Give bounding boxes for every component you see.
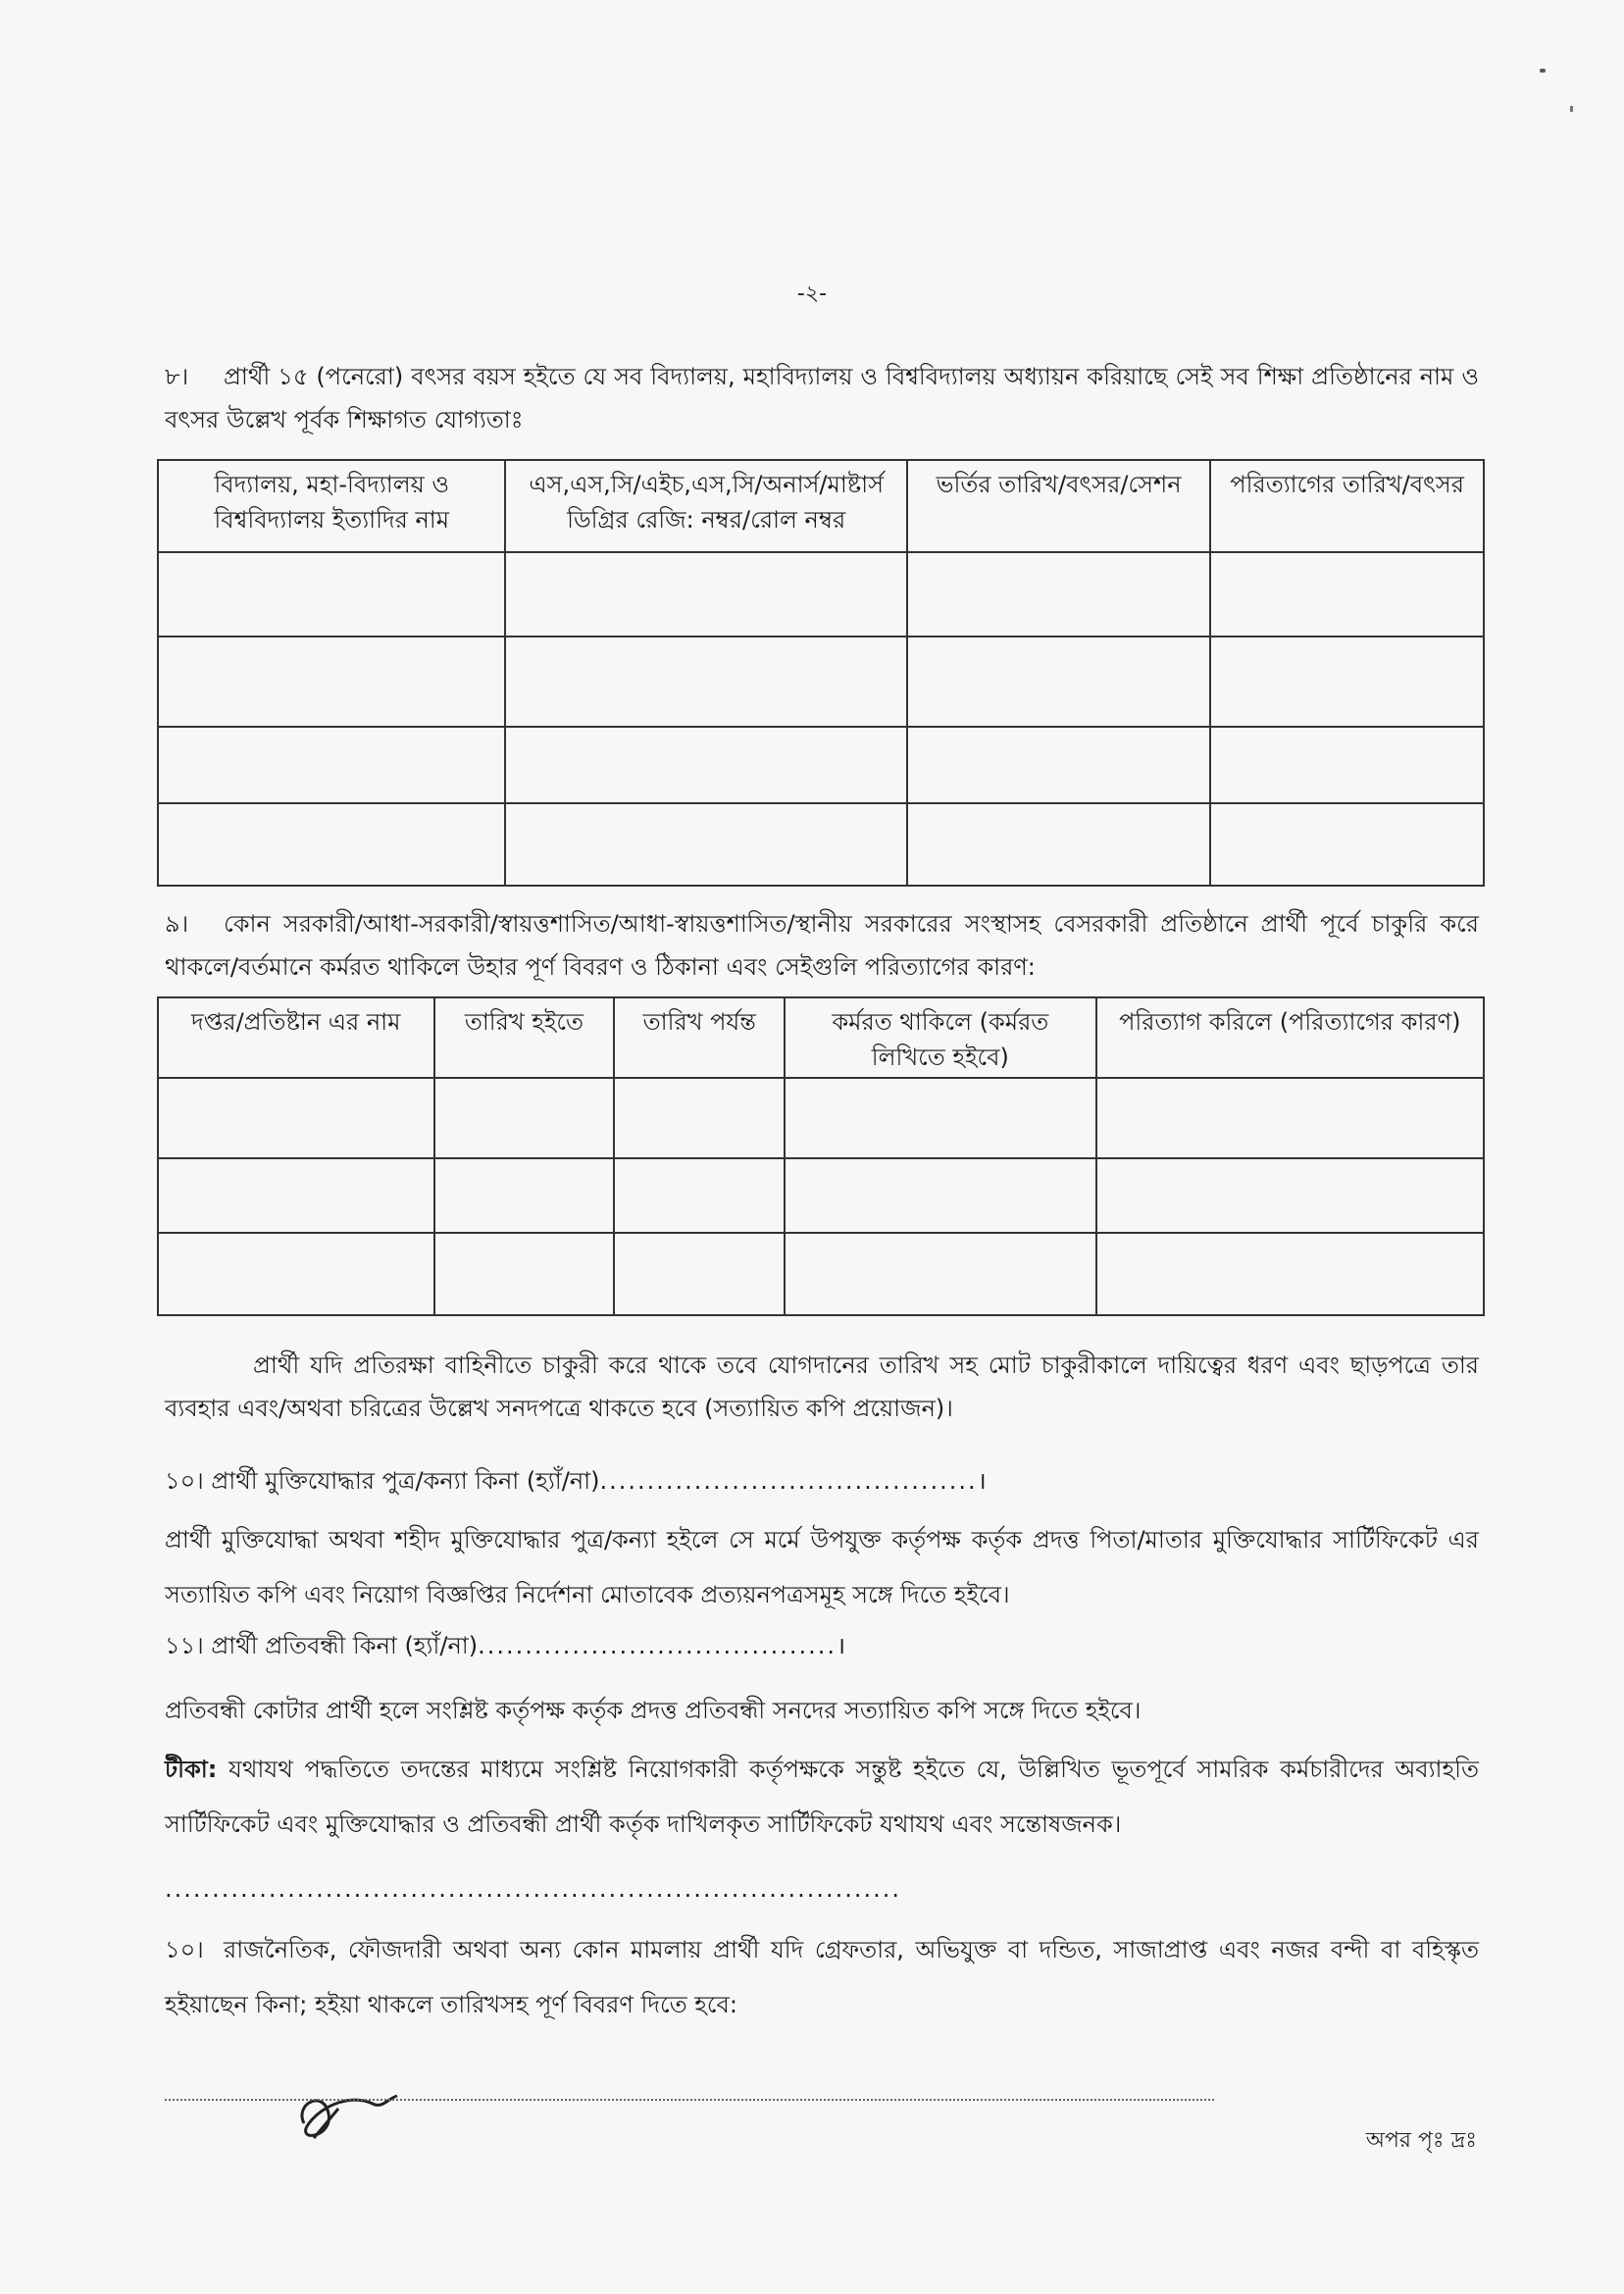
section-11-disability [165,1624,1479,1667]
input-cell[interactable] [907,727,1210,803]
page-number: -২- [796,281,828,306]
input-cell[interactable] [1210,803,1484,886]
input-cell[interactable] [158,552,505,637]
input-cell[interactable] [907,552,1210,637]
section-9-text: কোন সরকারী/আধা-সরকারী/স্বায়ত্তশাসিত/আধা-স্বায়ত্তশাসিত/স্থানীয় সরকারের সংস্থাসহ বেসরকারী প্রতিষ্ঠানে প্রার্থী পূর্বে চাকুরি করে থাকলে/বর্তমানে কর্মরত থাকিলে উহার পূর্ণ বিবরণ ও ঠিকানা এবং সেইগুলি পরিত্যাগের কারণ: [165,910,1479,981]
table-row [158,803,1484,886]
table-row [158,727,1484,803]
section-10b-number: ১০। [165,1936,204,1963]
table-row [158,1158,1484,1233]
header-office-name: দপ্তর/প্রতিষ্টান এর নাম [158,997,434,1078]
employment-table [157,996,1485,1316]
scan-mark [1570,106,1573,112]
section-10b-text: রাজনৈতিক, ফৌজদারী অথবা অন্য কোন মামলায় প্রার্থী যদি গ্রেফতার, অভিযুক্ত বা দন্ডিত, সাজাপ্রাপ্ত এবং নজর বন্দী বা বহিস্কৃত হইয়াছেন কিনা; হইয়া থাকলে তারিখসহ পূর্ণ বিবরণ দিতে হবে: [165,1936,1479,2018]
signature [284,2084,402,2157]
input-cell[interactable] [1096,1233,1484,1315]
header-admission-date: ভর্তির তারিখ/বৎসর/সেশন [907,460,1210,552]
input-cell[interactable] [785,1078,1095,1158]
input-cell[interactable] [1096,1078,1484,1158]
input-cell[interactable] [614,1233,785,1315]
input-cell[interactable] [907,637,1210,727]
input-cell[interactable] [505,803,906,886]
header-reg-roll: এস,এস,সি/এইচ,এস,সি/অনার্স/মাষ্টার্স ডিগ্রির রেজি: নম্বর/রোল নম্বর [505,460,906,552]
next-page-note: অপর পৃঃ দ্রঃ [1365,2128,1477,2153]
signature-line [165,2099,1214,2101]
input-cell[interactable] [158,727,505,803]
input-cell[interactable] [1210,727,1484,803]
tika-text: যথাযথ পদ্ধতিতে তদন্তের মাধ্যমে সংশ্লিষ্ট নিয়োগকারী কর্তৃপক্ষকে সন্তুষ্ট হইতে যে, উল্লিখিত ভূতপূর্বে সামরিক কর্মচারীদের অব্যাহতি সার্টিফিকেট এবং মুক্তিযোদ্ধার ও প্রতিবন্ধী প্রার্থী কর্তৃক দাখিলকৃত সার্টিফিকেট যথাযথ এবং সন্তোষজনক। [165,1756,1479,1838]
input-cell[interactable] [907,803,1210,886]
input-cell[interactable] [158,637,505,727]
fill-in-dots[interactable]: ........................................। [599,1467,989,1495]
table-row [158,1233,1484,1315]
input-cell[interactable] [1210,637,1484,727]
disability-note: প্রতিবন্ধী কোটার প্রার্থী হলে সংশ্লিষ্ট কর্তৃপক্ষ কর্তৃক প্রদত্ত প্রতিবন্ধী সনদের সত্যায়িত কপি সঙ্গে দিতে হইবে। [165,1697,1142,1724]
input-cell[interactable] [434,1078,615,1158]
input-cell[interactable] [505,552,906,637]
input-cell[interactable] [785,1158,1095,1233]
section-10-question: ১০। প্রার্থী মুক্তিযোদ্ধার পুত্র/কন্যা কিনা (হ্যাঁ/না) [165,1467,600,1495]
scan-mark [1540,69,1546,73]
section-11-question: ১১। প্রার্থী প্রতিবন্ধী কিনা (হ্যাঁ/না) [165,1632,479,1659]
input-cell[interactable] [158,1078,434,1158]
section-9 [165,902,1479,989]
section-9-number: ৯। [165,910,189,938]
section-10-freedom-fighter [165,1459,1479,1503]
header-date-to: তারিখ পর্যন্ত [614,997,785,1078]
section-8 [165,355,1479,441]
header-leaving-date: পরিত্যাগের তারিখ/বৎসর [1210,460,1484,552]
input-cell[interactable] [1096,1158,1484,1233]
input-cell[interactable] [158,1233,434,1315]
section-8-number: ৮। [165,363,189,390]
input-cell[interactable] [1210,552,1484,637]
input-cell[interactable] [434,1158,615,1233]
table-header-row [158,997,1484,1078]
tika-note [165,1742,1479,1852]
input-cell[interactable] [434,1233,615,1315]
dotted-line: .............................................................................. [165,1875,902,1903]
header-institution-name: বিদ্যালয়, মহা-বিদ্যালয় ও বিশ্ববিদ্যালয় ইত্যাদির নাম [158,460,505,552]
input-cell[interactable] [614,1078,785,1158]
input-cell[interactable] [614,1158,785,1233]
input-cell[interactable] [785,1233,1095,1315]
tika-label: টীকা: [165,1756,218,1783]
table-row [158,552,1484,637]
table-row [158,637,1484,727]
input-cell[interactable] [505,637,906,727]
table-row [158,1078,1484,1158]
header-if-left: পরিত্যাগ করিলে (পরিত্যাগের কারণ) [1096,997,1484,1078]
freedom-fighter-note: প্রার্থী মুক্তিযোদ্ধা অথবা শহীদ মুক্তিযোদ্ধার পুত্র/কন্যা হইলে সে মর্মে উপযুক্ত কর্তৃপক্ষ কর্তৃক প্রদত্ত পিতা/মাতার মুক্তিযোদ্ধার সার্টিফিকেট এর সত্যায়িত কপি এবং নিয়োগ বিজ্ঞপ্তির নির্দেশনা মোতাবেক প্রত্যয়নপত্রসমূহ সঙ্গে দিতে হইবে। [165,1526,1479,1608]
input-cell[interactable] [505,727,906,803]
table-header-row [158,460,1484,552]
fill-in-dots[interactable]: ......................................। [478,1632,848,1659]
section-8-text: প্রার্থী ১৫ (পনেরো) বৎসর বয়স হইতে যে সব বিদ্যালয়, মহাবিদ্যালয় ও বিশ্ববিদ্যালয় অধ্যায়ন করিয়াছে সেই সব শিক্ষা প্রতিষ্ঠানের নাম ও বৎসর উল্লেখ পূর্বক শিক্ষাগত যোগ্যতাঃ [165,363,1479,433]
input-cell[interactable] [158,1158,434,1233]
defense-note: প্রার্থী যদি প্রতিরক্ষা বাহিনীতে চাকুরী করে থাকে তবে যোগদানের তারিখ সহ মোট চাকুরীকালে দায়িত্বের ধরণ এবং ছাড়পত্রে তার ব্যবহার এবং/অথবা চরিত্রের উল্লেখ সনদপত্রে থাকতে হবে (সত্যায়িত কপি প্রয়োজন)। [165,1351,1479,1422]
input-cell[interactable] [158,803,505,886]
education-table [157,459,1485,887]
section-10-criminal-record [165,1922,1479,2032]
header-date-from: তারিখ হইতে [434,997,615,1078]
header-if-employed: কর্মরত থাকিলে (কর্মরত লিখিতে হইবে) [785,997,1095,1078]
